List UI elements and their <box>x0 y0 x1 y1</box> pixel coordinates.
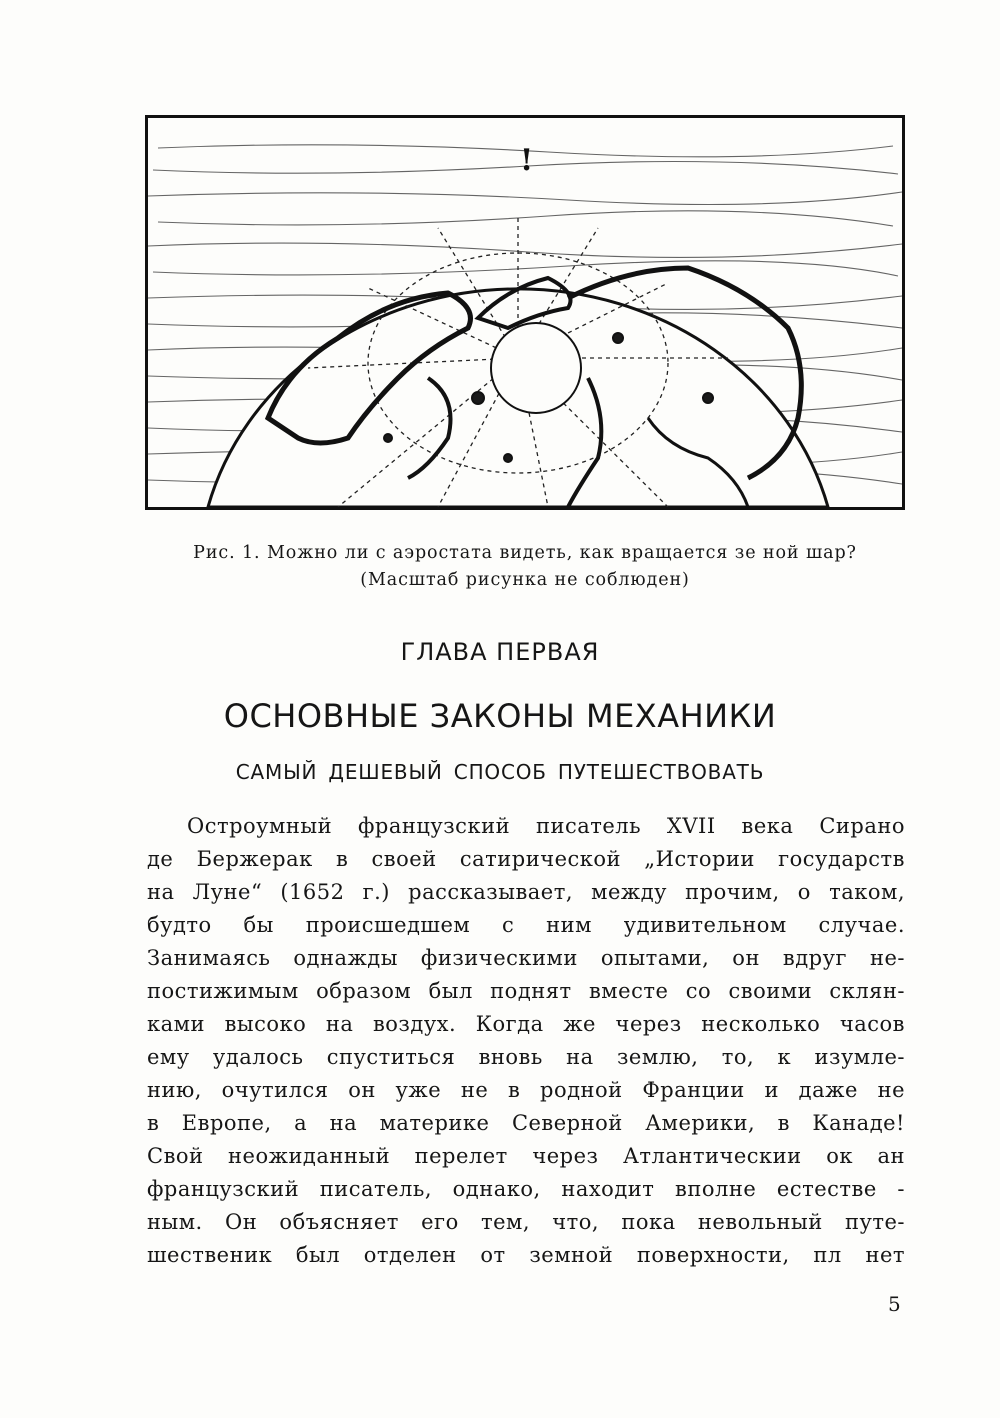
text-line: Свой неожиданный перелет через Атлантическии ок ан <box>147 1144 905 1168</box>
text-line: Остроумный французский писатель XVII века Сирано <box>187 814 905 838</box>
section-title: САМЫЙ ДЕШЕВЫЙ СПОСОБ ПУТЕШЕСТВОВАТЬ <box>235 760 765 784</box>
text-line: шественик был отделен от земной поверхности, пл нет <box>147 1243 905 1267</box>
page-number: 5 <box>888 1292 901 1316</box>
chapter-label: ГЛАВА ПЕРВАЯ <box>400 638 600 666</box>
figure-caption <box>145 540 905 594</box>
figure-mark: ! <box>520 143 534 178</box>
text-line: де Бержерак в своей сатирической „Истории государств <box>147 847 905 871</box>
text-line: на Луне“ (1652 г.) рассказывает, между прочим, о таком, <box>147 880 905 904</box>
earth-globe-icon <box>148 118 902 507</box>
text-line: Занимаясь однажды физическими опытами, он вдруг не- <box>147 946 905 970</box>
chapter-title: ОСНОВНЫЕ ЗАКОНЫ МЕХАНИКИ <box>223 697 777 735</box>
text-line: будто бы происшедшем с ним удивительном случае. <box>147 913 905 937</box>
text-line: ками высоко на воздух. Когда же через несколько часов <box>147 1012 905 1036</box>
body-text <box>147 810 905 1272</box>
text-line: ему удалось спуститься вновь на землю, то, к изумле- <box>147 1045 905 1069</box>
figure-illustration <box>145 115 905 510</box>
text-line: нию, очутился он уже не в родной Франции и даже не <box>147 1078 905 1102</box>
text-line: в Европе, а на материке Северной Америки, в Канаде! <box>147 1111 905 1135</box>
caption-line-2: (Масштаб рисунка не соблюден) <box>360 570 690 590</box>
text-line: французский писатель, однако, находит вполне естестве - <box>147 1177 905 1201</box>
caption-line-1: Рис. 1. Можно ли с аэростата видеть, как вращается зе ной шар? <box>193 543 857 563</box>
text-line: ным. Он объясняет его тем, что, пока невольный путе- <box>147 1210 905 1234</box>
text-line: постижимым образом был поднят вместе со своими склян- <box>147 979 905 1003</box>
